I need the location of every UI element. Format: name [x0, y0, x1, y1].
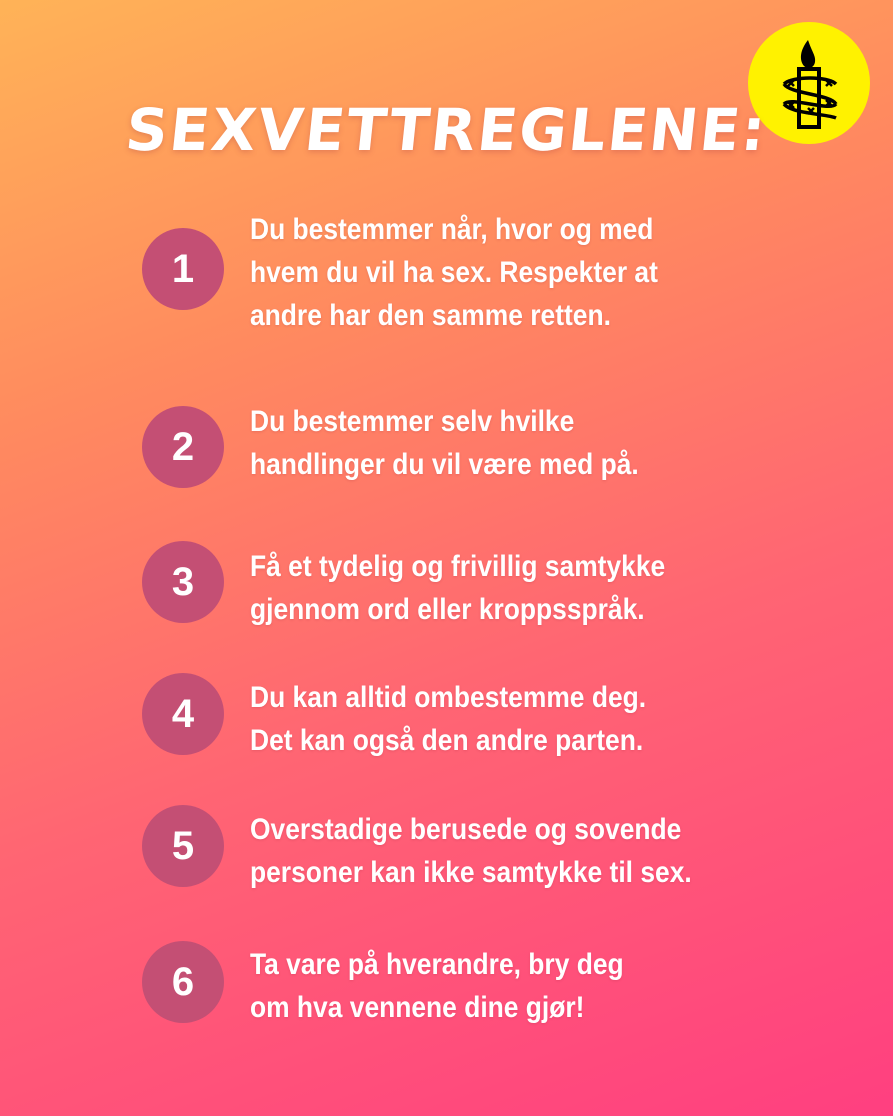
- rule-text: [250, 545, 743, 631]
- rule-text-line: Det kan også den andre parten.: [250, 724, 644, 757]
- rule-text-line: andre har den samme retten.: [250, 299, 611, 332]
- rule-text-line: Du kan alltid ombestemme deg.: [250, 681, 647, 714]
- rule-text-line: Du bestemmer når, hvor og med: [250, 213, 654, 246]
- rule-text: [250, 400, 743, 486]
- rule-text: [250, 943, 743, 1029]
- rule-number-badge: 6: [142, 941, 224, 1023]
- rule-text: [250, 676, 743, 762]
- rule-number-badge: 2: [142, 406, 224, 488]
- rule-text-line: personer kan ikke samtykke til sex.: [250, 856, 692, 889]
- rule-text-line: Ta vare på hverandre, bry deg: [250, 948, 624, 981]
- rule-text-line: Få et tydelig og frivillig samtykke: [250, 550, 666, 583]
- rule-text-line: Overstadige berusede og sovende: [250, 813, 682, 846]
- rule-number-badge: 5: [142, 805, 224, 887]
- rule-text-line: om hva vennene dine gjør!: [250, 991, 585, 1024]
- rule-number-badge: 4: [142, 673, 224, 755]
- rule-text-line: handlinger du vil være med på.: [250, 448, 639, 481]
- rule-text: [250, 208, 743, 337]
- rule-number-badge: 1: [142, 228, 224, 310]
- rule-number-badge: 3: [142, 541, 224, 623]
- rule-text-line: gjennom ord eller kroppsspråk.: [250, 593, 645, 626]
- rule-text: [250, 808, 743, 894]
- page-title: SEXVETTREGLENE:: [122, 96, 771, 164]
- rule-text-line: Du bestemmer selv hvilke: [250, 405, 575, 438]
- rule-text-line: hvem du vil ha sex. Respekter at: [250, 256, 658, 289]
